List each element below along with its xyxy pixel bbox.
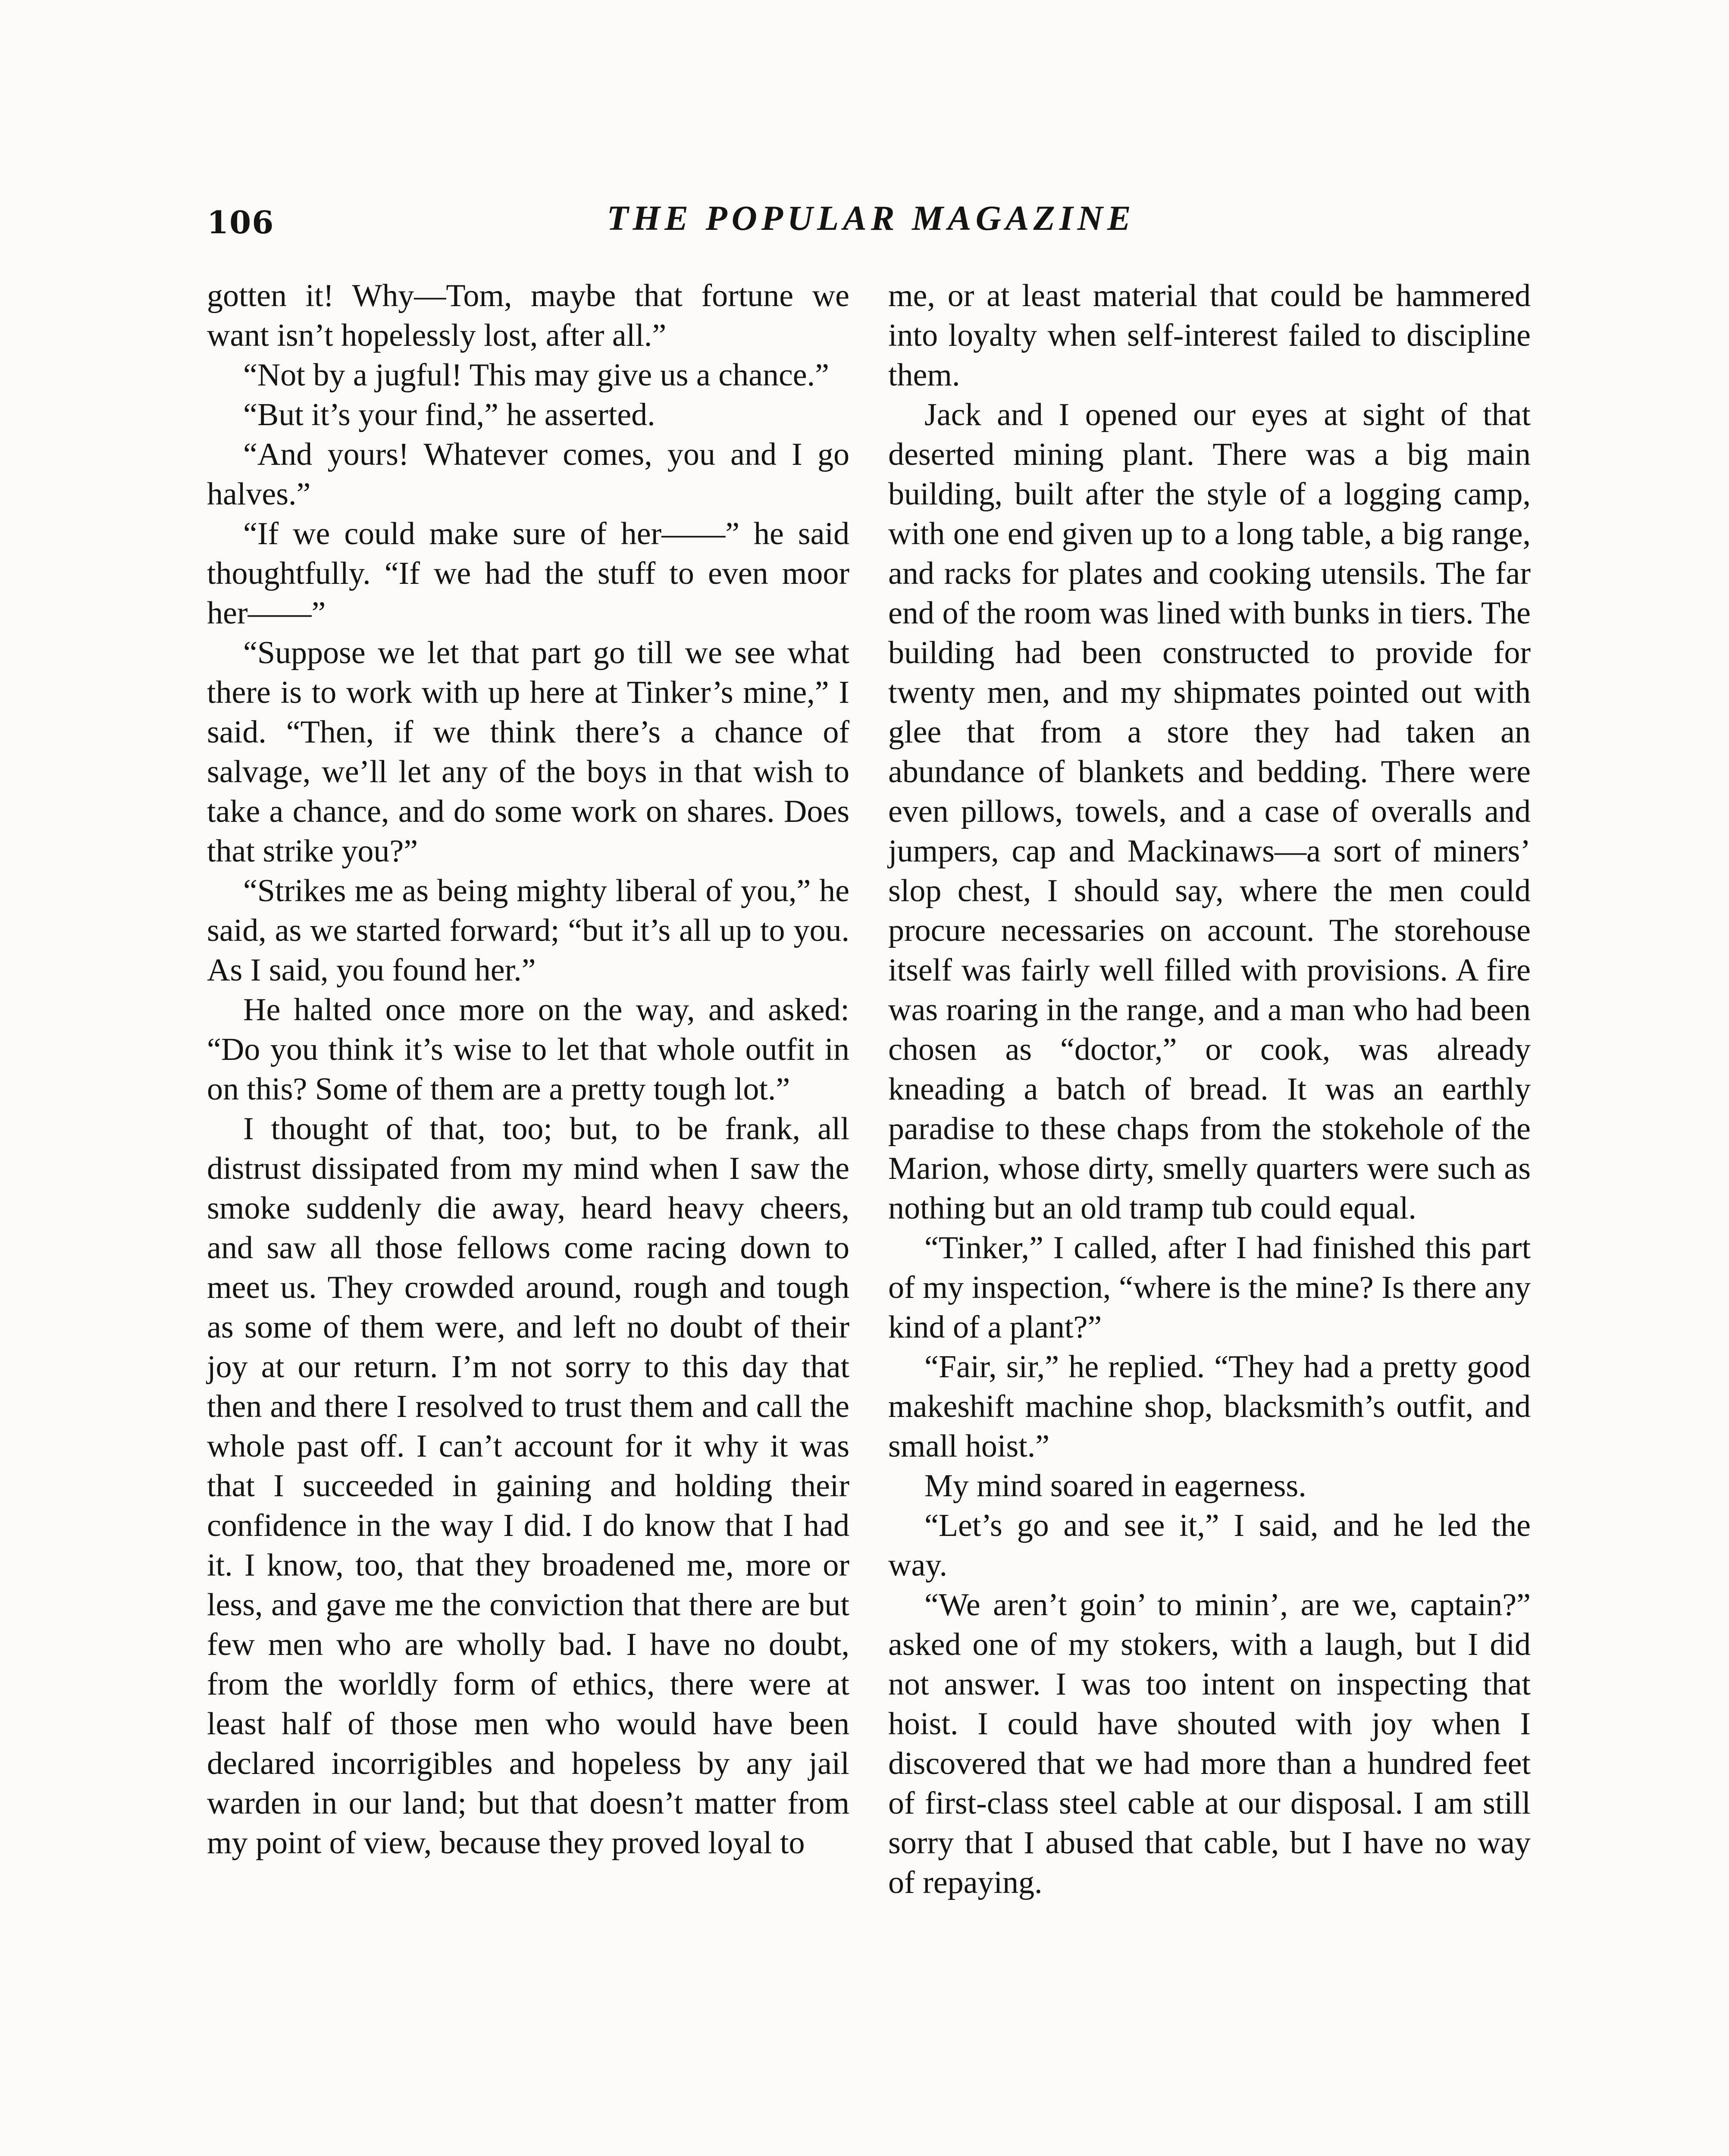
- paragraph: “Suppose we let that part go till we see what there is to work with up here at Tinker’s mine,” I said. “Then, if we think there’s a chance of salvage, we’ll let any of the boys in that wish to take a chance, and do some work on shares. Does that strike you?”: [207, 635, 849, 869]
- running-title: THE POPULAR MAGAZINE: [607, 198, 1135, 238]
- paragraph: I thought of that, too; but, to be frank, all distrust dissipated from my mind when I saw the smoke suddenly die away, heard heavy cheers, and saw all those fellows come racing down to meet us. They crowded around, rough and tough as some of them were, and left no doubt of their joy at our return. I’m not sorry to this day that then and there I resolved to trust them and call the whole past off. I can’t account for it why it was that I succeeded in gaining and holding their confidence in the way I did. I do know that I had it. I know, too, that they broadened me, more or less, and gave me the conviction that there are but few men who are wholly bad. I have no doubt, from the worldly form of ethics, there were at least half of those men who would have been declared incorrigibles and hopeless by any jail warden in our land; but that doesn’t matter from my point of view, because they proved loyal to: [207, 1111, 849, 1861]
- paragraph: me, or at least material that could be hammered into loyalty when self-interest failed to discipline them.: [888, 278, 1531, 393]
- left-text-column: [207, 276, 849, 1863]
- page-number: 106: [207, 204, 275, 241]
- paragraph: “Tinker,” I called, after I had finished this part of my inspection, “where is the mine? Is there any kind of a plant?”: [888, 1230, 1531, 1345]
- paragraph: Jack and I opened our eyes at sight of that deserted mining plant. There was a big main building, built after the style of a logging camp, with one end given up to a long table, a big range, and racks for plates and cooking utensils. The far end of the room was lined with bunks in tiers. The building had been constructed to provide for twenty men, and my shipmates pointed out with glee that from a store they had taken an abundance of blankets and bedding. There were even pillows, towels, and a case of overalls and jumpers, cap and Mackinaws—a sort of miners’ slop chest, I should say, where the men could procure necessaries on account. The storehouse itself was fairly well filled with provisions. A fire was roaring in the range, and a man who had been chosen as “doctor,” or cook, was already kneading a batch of bread. It was an earthly paradise to these chaps from the stokehole of the Marion, whose dirty, smelly quarters were such as nothing but an old tramp tub could equal.: [888, 397, 1531, 1226]
- page-header: [207, 196, 1526, 248]
- paragraph: “Strikes me as being mighty liberal of you,” he said, as we started forward; “but it’s all up to you. As I said, you found her.”: [207, 873, 849, 988]
- paragraph: “But it’s your find,” he asserted.: [243, 397, 655, 432]
- paragraph: gotten it! Why—Tom, maybe that fortune we want isn’t hopelessly lost, after all.”: [207, 278, 849, 353]
- paragraph: “Let’s go and see it,” I said, and he led the way.: [888, 1508, 1531, 1583]
- paragraph: “Fair, sir,” he replied. “They had a pretty good makeshift machine shop, blacksmith’s outfit, and small hoist.”: [888, 1349, 1531, 1464]
- paragraph: He halted once more on the way, and asked: “Do you think it’s wise to let that whole outfit in on this? Some of them are a pretty tough lot.”: [207, 992, 849, 1107]
- paragraph: “And yours! Whatever comes, you and I go halves.”: [207, 437, 849, 512]
- right-text-column: [888, 276, 1531, 1902]
- paragraph: “We aren’t goin’ to minin’, are we, captain?” asked one of my stokers, with a laugh, but I did not answer. I was too intent on inspecting that hoist. I could have shouted with joy when I discovered that we had more than a hundred feet of first-class steel cable at our disposal. I am still sorry that I abused that cable, but I have no way of repaying.: [888, 1587, 1531, 1900]
- paragraph: “Not by a jugful! This may give us a chance.”: [243, 357, 829, 393]
- paragraph: “If we could make sure of her——” he said thoughtfully. “If we had the stuff to even moor her——”: [207, 516, 849, 631]
- paragraph: My mind soared in eagerness.: [924, 1468, 1306, 1504]
